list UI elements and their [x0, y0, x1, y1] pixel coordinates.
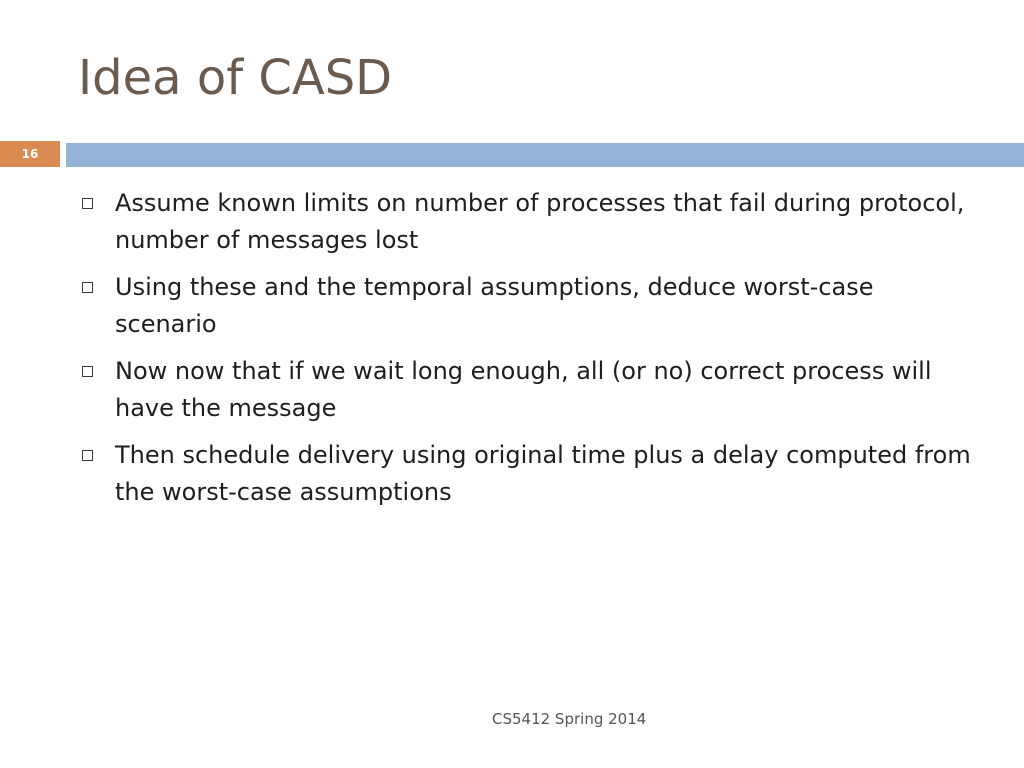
bullet-item	[78, 185, 978, 259]
square-bullet-icon	[82, 450, 93, 461]
bullet-item	[78, 269, 978, 343]
slide-number-badge	[0, 141, 60, 167]
bullet-text: Assume known limits on number of processes that fail during protocol, number of messages lost	[115, 189, 965, 254]
slide-title: Idea of CASD	[78, 50, 393, 106]
slide-number: 16	[21, 147, 39, 161]
bullet-text: Then schedule delivery using original time plus a delay computed from the worst-case assumptions	[115, 441, 971, 506]
bullet-item	[78, 353, 978, 427]
bullet-text: Now now that if we wait long enough, all (or no) correct process will have the message	[115, 357, 932, 422]
square-bullet-icon	[82, 282, 93, 293]
bullet-text: Using these and the temporal assumptions, deduce worst-case scenario	[115, 273, 874, 338]
slide-footer: CS5412 Spring 2014	[492, 710, 647, 728]
square-bullet-icon	[82, 366, 93, 377]
bullet-item	[78, 437, 978, 511]
header-bar	[66, 143, 1024, 167]
bullet-list	[78, 185, 978, 521]
square-bullet-icon	[82, 198, 93, 209]
